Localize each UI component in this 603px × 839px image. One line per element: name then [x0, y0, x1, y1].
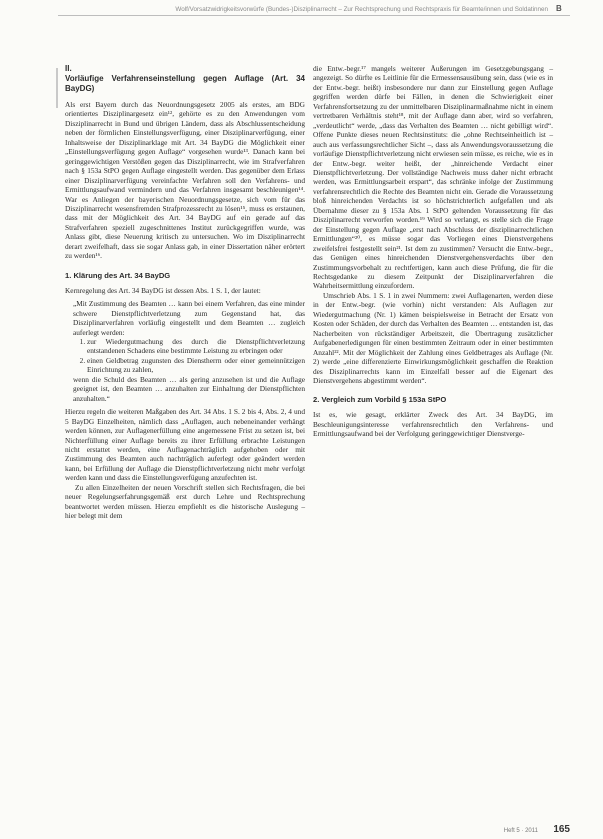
right-column	[313, 64, 553, 439]
auflagen-paragraph: Umschrieb Abs. 1 S. 1 in zwei Nummern: zwei Auflagenarten, werden diese in der Entw.-begr. (wie vorhin) nicht verstanden: Als Auflagen zur Wiedergutmachung (Nr. 1) kämen beispielsweise in Betracht der Ersatz von Kosten oder Schäden, der durch das Verhalten des Beamten … entstanden ist, das Nacherbeiten von rückständiger Arbeitszeit, die Übertragung zusätzlicher Aufgabenerledigungen für einen bestimmten Zeitraum oder in einer bestimmten Anzahl²². Mit der Möglichkeit der Zahlung eines Geldbetrages als Auflage (Nr. 2) werde „eine differenzierte Einwirkungsmöglichkeit geschaffen die Reaktion des Disziplinarrechts kann im Einzelfall besser auf die Eigenart des Dienstvergehens abgestimmt werden“.	[313, 290, 553, 385]
header-rule	[58, 15, 570, 16]
comparison-paragraph: Ist es, wie gesagt, erklärter Zweck des Art. 34 BayDG, im Beschleunigungsinteresse verfahrensrechtlich den Verfahrens- und Ermittlungsaufwand bei der Verfolgung geringgewichtiger Dienstverge-	[313, 410, 553, 439]
issue-label: Heft 5 · 2011	[503, 828, 538, 834]
page-footer	[470, 824, 570, 837]
page-header	[0, 0, 603, 42]
intro-paragraph: Als erst Bayern durch das Neuordnungsgesetz 2005 als erstes, am BDG orientiertes Disziplinargesetz ein¹², gehörte es zu den Anwendungen vom Disziplinarrecht in Bund und übrigen Ländern, dass als Abschlussentscheidung neben der förmlichen Einstellungsverfügung, einer Disziplinarverfügung, einer Inhaltsweise der Disziplinarklage mit Art. 34 BayDG die Möglichkeit einer „Einstellungsverfügung gegen Auflage“ vorgesehen wurde¹³. Danach kann bei geringgewichtigen Verstößen gegen das Disziplinarrecht, wie im Strafverfahren nach § 153a StPO gegen Auflage eingestellt werden. Das gegenüber dem Erlass einer Disziplinarverfügung vereinfachte Verfahren soll den Verfahrens- und Ermittlungsaufwand vermindern und das Verfahren insgesamt beschleunigen¹⁴. War es Anliegen der bayerischen Neuordnungsgesetze, sich vom für das Disziplinarrecht wesensfremden Strafprozessrecht zu lösen¹⁵, muss es erstaunen, dass mit der Möglichkeit des Art. 34 BayDG auf ein gerade auf das Strafverfahren speziell zugeschnittenes Institut zurückgegriffen wurde, was Anlass gibt, diese Neuerung kritisch zu untersuchen. Wo im Disziplinarrecht derart zweifelhaft, dass sie sogar Anlass gab, in einer Dissertation näher erörtert zu werden¹⁶.	[65, 100, 305, 261]
quote-intro: „Mit Zustimmung des Beamten … kann bei einem Verfahren, das eine minder schwere Dienstpflichtverletzung zum Gegenstand hat, das Disziplinarverfahren vorläufig eingestellt und dem Beamten … zugleich auferlegt werden:	[73, 299, 305, 337]
header-mark: B	[556, 4, 562, 13]
continued-paragraph: die Entw.-begr.¹⁷ mangels weiterer Äußerungen im Gesetzgebungsgang – angezeigt. So dürfte es Leitlinie für die Ermessensausübung sein, dass (wie es in der Entw.-begr. heißt) insbesondere nur dann zur Einstellung gegen Auflage gegriffen werden dürfe bei Fällen, in denen die Schwierigkeit einer Verfahrensfortsetzung zu der unmittelbaren Disziplinarmaßnahme nicht in einem vertretbaren Verhältnis steht¹⁸, mit der Auflage dann aber, wird so verfahren, „verdeutlicht“ werde, „dass das Verhalten des Beamten … nicht gebilligt wird“. Offene Punkte dieses neuen Rechtsinstituts: die „ohne Rechtseinheitlich ist – auch aus verfassungsrechtlicher Sicht –, dass als Anwendungsvoraussetzung die vorläufige Dienstpflichtverletzung nicht erwiesen sein müsse, es reiche, wie es in der Entw.-begr. weiter heißt, der „hinreichende Verdacht einer Dienstpflichtverletzung. Der vollständige Nachweis muss daher nicht erbracht werden, was Ermittlungsarbeit erspart“, das schränke infolge der Zustimmung verfahrensrechtlich die Rechte des Beamten nicht ein. Gerade die Voraussetzung bloß hinreichenden Verdachts ist so höchstrichterlich aufgefallen und als Übernahme dieser zu § 153a Abs. 1 StPO geltenden Voraussetzung für das Disziplinarrecht verworfen worden.¹⁹ Wird so verlangt, es stelle sich die Frage der Einstellung gegen Auflage „erst nach Abschluss der disziplinarrechtlichen Ermittlungen“²⁰, es müsse sogar das Vorliegen eines Dienstvergehens zweifelsfrei festgestellt sein²¹. Ist dem zu zustimmen? Versucht die Entw.-begr., das Genügen eines hinreichenden Dienstvergehensverdachts über den Zustimmungsvorbehalt zu rechtfertigen, kann auch diese Prüfung, die für die Rechtsgedanke zu diesem Zeitpunkt der Disziplinarverfahren die Wahrheitsermittlung einzufordern.	[313, 64, 553, 291]
closing-paragraph: Zu allen Einzelheiten der neuen Vorschrift stellen sich Rechtsfragen, die bei neuer Regelungserfahrungsgemäß erst durch Lehre und Rechtsprechung beantwortet werden müssen. Hierzu empfiehlt es die historische Auslegung – hier belegt mit dem	[65, 482, 305, 521]
quote-outro: wenn die Schuld des Beamten … als gering anzusehen ist und die Auflage geeignet ist, den Beamten … anzuhalten zur Einhaltung der Dienstpflichten anzuhalten.“	[73, 374, 305, 403]
quote-item: 2. einen Geldbetrag zugunsten des Dienstherrn oder einer gemeinnützigen Einrichtung zu zahlen,	[87, 356, 305, 375]
section-margin-bar	[56, 68, 58, 108]
section-title: Vorläufige Verfahrenseinstellung gegen Auflage (Art. 34 BayDG)	[65, 74, 305, 93]
statute-quote	[73, 299, 305, 403]
subsection-2-title: 2. Vergleich zum Vorbild § 153a StPO	[313, 395, 447, 405]
section-number: II.	[65, 64, 72, 73]
quote-item: 1. zur Wiedergutmachung des durch die Dienstpflichtverletzung entstandenen Schadens eine bestimmte Leistung zu erbringen oder	[87, 337, 305, 356]
running-title: Wolf/Vorsatzwidrigkeitsvorwürfe (Bundes-)Disziplinarrecht – Zur Rechtsprechung und Rechtspraxis für Beamte/innen und Soldatinnen	[175, 6, 548, 13]
page-number: 165	[553, 824, 570, 835]
left-column	[65, 64, 305, 521]
details-paragraph: Hierzu regeln die weiteren Maßgaben des Art. 34 Abs. 1 S. 2 bis 4, Abs. 2, 4 und 5 BayDG Einzelheiten, nämlich dass „Auflagen, auch nebeneinander verhängt werden können, zur Auflagenerfüllung eine angemessene Frist zu setzen ist, bei Nichterfüllung einer Auflage bereits zu ihrer Erfüllung erbrachte Leistungen nicht erstattet werden, eine Auflagenachträglich aufgehoben oder mit Zustimmung des Beamten auch nachträglich auferlegt oder geändert werden kann, bei Erfüllung der Auflage die Dienstpflichtverletzung nicht mehr verfolgt werden kann und dass die Einstellungsverfügung anzufechten ist.	[65, 407, 305, 483]
subsection-1-title: 1. Klärung des Art. 34 BayDG	[65, 270, 171, 280]
subsection-1-intro: Kernregelung des Art. 34 BayDG ist dessen Abs. 1 S. 1, der lautet:	[65, 285, 261, 295]
quote-list	[73, 337, 305, 375]
